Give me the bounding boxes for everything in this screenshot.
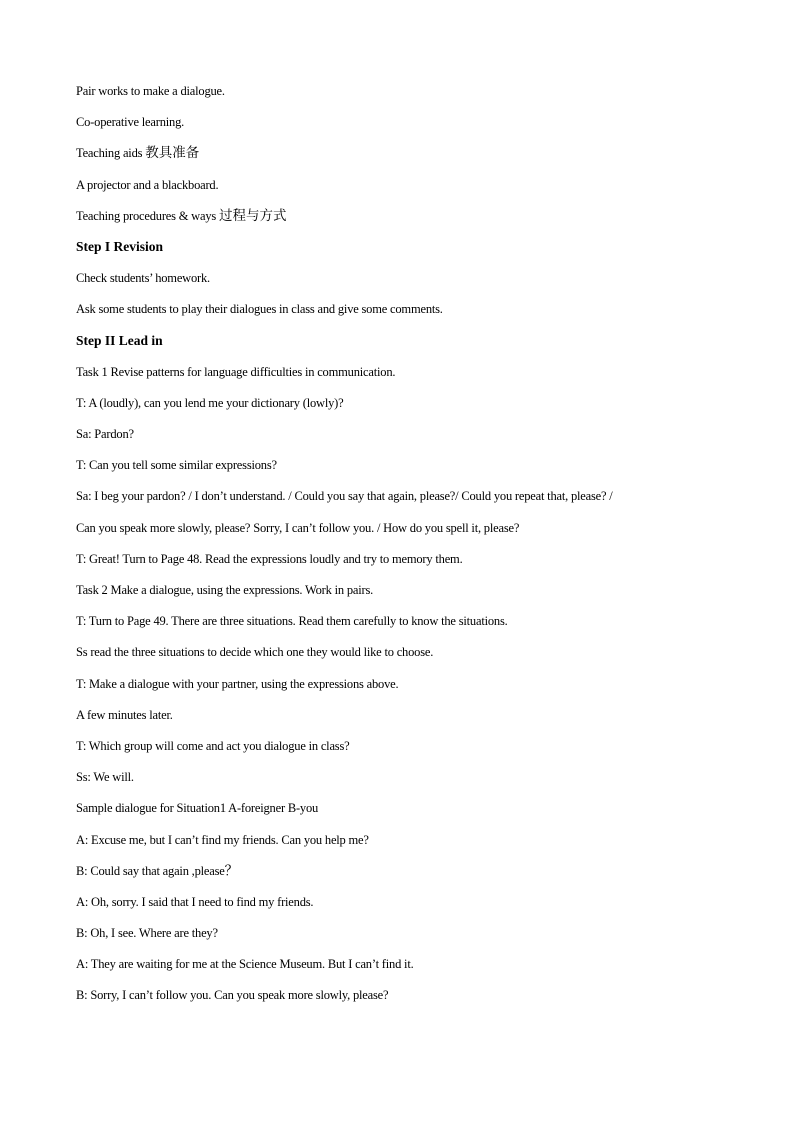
line-text: Sa: I beg your pardon? / I don’t understand. / Could you say that again, please?/ Could you repeat that, please? / <box>76 489 613 504</box>
line-text: Step II Lead in <box>76 332 163 348</box>
line-text: Sample dialogue for Situation1 A-foreigner B-you <box>76 801 319 816</box>
document-body <box>76 82 726 1018</box>
line-text: T: Can you tell some similar expressions? <box>76 458 277 473</box>
text-line <box>76 581 726 612</box>
text-line <box>76 519 726 550</box>
text-line <box>76 768 726 799</box>
text-line <box>76 986 726 1017</box>
text-line <box>76 612 726 643</box>
line-text: Task 2 Make a dialogue, using the expressions. Work in pairs. <box>76 583 374 597</box>
line-text: B: Could say that again ,please <box>76 863 225 878</box>
line-text: B: Sorry, I can’t follow you. Can you speak more slowly, please? <box>76 988 389 1003</box>
text-line <box>76 300 726 331</box>
text-line <box>76 176 726 207</box>
chinese-text: 教具准备 <box>145 145 200 162</box>
text-line <box>76 737 726 768</box>
line-text: Sa: Pardon? <box>76 427 134 442</box>
line-text: T: A (loudly), can you lend me your dictionary (lowly)? <box>76 395 344 410</box>
line-text: Ss: We will. <box>76 770 134 785</box>
line-text: Ask some students to play their dialogues in class and give some comments. <box>76 302 443 317</box>
line-text: Teaching procedures & ways <box>76 208 219 223</box>
text-line <box>76 550 726 581</box>
line-text: T: Which group will come and act you dialogue in class? <box>76 738 350 753</box>
text-line <box>76 113 726 144</box>
text-line <box>76 862 726 893</box>
text-line <box>76 207 726 238</box>
text-line <box>76 831 726 862</box>
line-text: T: Turn to Page 49. There are three situations. Read them carefully to know the situations. <box>76 614 508 629</box>
text-line <box>76 706 726 737</box>
text-line <box>76 425 726 456</box>
line-text: A projector and a blackboard. <box>76 177 219 192</box>
section-heading <box>76 332 726 363</box>
text-line <box>76 82 726 113</box>
line-text: A: They are waiting for me at the Science Museum. But I can’t find it. <box>76 957 414 972</box>
line-text: A: Excuse me, but I can’t find my friends. Can you help me? <box>76 832 369 847</box>
text-line <box>76 643 726 674</box>
line-text: A few minutes later. <box>76 707 173 722</box>
text-line <box>76 269 726 300</box>
text-line <box>76 924 726 955</box>
line-text: T: Make a dialogue with your partner, using the expressions above. <box>76 676 399 691</box>
text-line <box>76 487 726 518</box>
line-text: Pair works to make a dialogue. <box>76 84 225 98</box>
text-line <box>76 799 726 830</box>
text-line <box>76 955 726 986</box>
line-text: B: Oh, I see. Where are they? <box>76 926 218 941</box>
text-line <box>76 675 726 706</box>
line-text: Can you speak more slowly, please? Sorry, I can’t follow you. / How do you spell it, please? <box>76 520 520 535</box>
line-text: Teaching aids <box>76 146 146 161</box>
line-text: Ss read the three situations to decide which one they would like to choose. <box>76 645 434 660</box>
section-heading <box>76 238 726 269</box>
chinese-text: ？ <box>224 862 239 879</box>
line-text: A: Oh, sorry. I said that I need to find my friends. <box>76 894 314 909</box>
text-line <box>76 144 726 175</box>
line-text: Co-operative learning. <box>76 115 185 130</box>
text-line <box>76 893 726 924</box>
text-line <box>76 456 726 487</box>
line-text: Step I Revision <box>76 238 164 254</box>
text-line <box>76 394 726 425</box>
text-line <box>76 363 726 394</box>
line-text: Task 1 Revise patterns for language difficulties in communication. <box>76 364 396 379</box>
line-text: T: Great! Turn to Page 48. Read the expressions loudly and try to memory them. <box>76 551 463 566</box>
line-text: Check students’ homework. <box>76 271 210 286</box>
chinese-text: 过程与方式 <box>218 207 287 224</box>
